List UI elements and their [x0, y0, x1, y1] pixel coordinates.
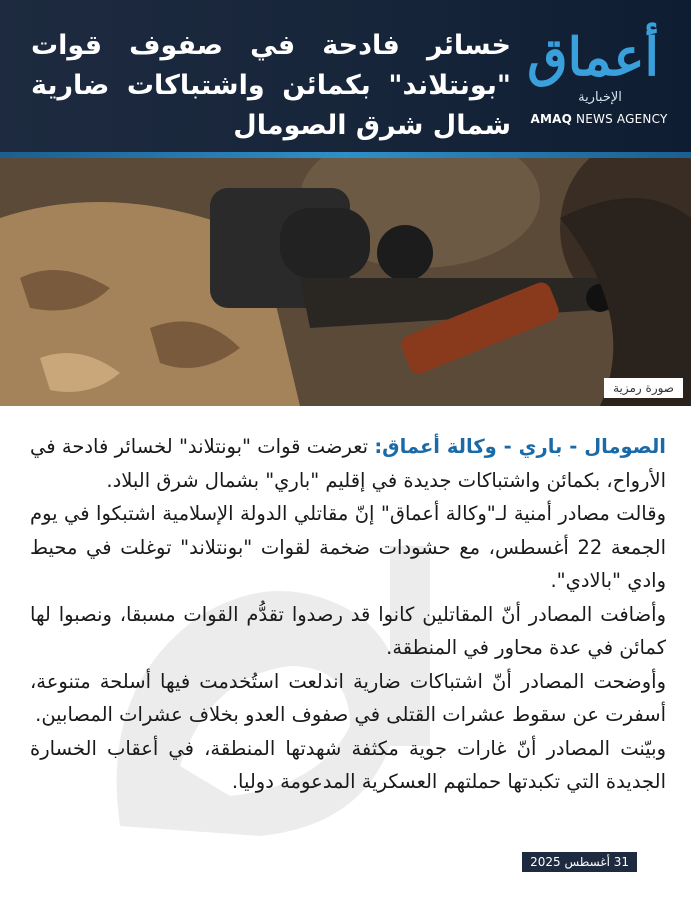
article-body: [30, 430, 666, 799]
logo-subtitle: الإخبارية: [578, 90, 622, 105]
logo-agency-name: [529, 112, 669, 126]
dateline: الصومال - باري - وكالة أعماق:: [374, 435, 666, 458]
logo-mark: أعماق: [527, 27, 659, 88]
paragraph-5: وبيّنت المصادر أنّ غارات جوية مكثفة شهدتها المنطقة، في أعقاب الخسارة الجديدة التي تكبدتها حملتهم العسكرية المدعومة دوليا.: [30, 736, 666, 793]
paragraph-1-text: تعرضت قوات "بونتلاند" لخسائر فادحة في الأرواح، بكمائن واشتباكات جديدة في إقليم "باري" بشمال شرق البلاد.: [30, 435, 666, 492]
amaq-logo: [529, 18, 669, 138]
paragraph-2: وقالت مصادر أمنية لـ"وكالة أعماق" إنّ مقاتلي الدولة الإسلامية اشتبكوا في يوم الجمعة 22 أغسطس، مع حشودات ضخمة لقوات "بونتلاند" توغلت في محيط وادي "بالادي".: [30, 502, 667, 592]
publish-date: 31 أغسطس 2025: [522, 852, 637, 872]
article-area: [0, 406, 691, 900]
photo-caption: صورة رمزية: [604, 378, 683, 398]
headline: خسائر فادحة في صفوف قوات "بونتلاند" بكمائن واشتباكات ضارية شمال شرق الصومال: [31, 30, 511, 141]
photo-illustration: [0, 158, 691, 406]
logo-agency-bold: AMAQ: [530, 112, 573, 126]
header-banner: [0, 0, 691, 158]
paragraph-4: وأوضحت المصادر أنّ اشتباكات ضارية اندلعت استُخدمت فيها أسلحة متنوعة، أسفرت عن سقوط عشرات القتلى في صفوف العدو بخلاف عشرات المصابين.: [30, 669, 666, 726]
logo-agency-rest: NEWS AGENCY: [572, 112, 668, 126]
paragraph-3: وأضافت المصادر أنّ المقاتلين كانوا قد رصدوا تقدُّم القوات مسبقا، ونصبوا لها كمائن في عدة محاور في المنطقة.: [30, 602, 666, 659]
illustrative-photo: [0, 158, 691, 406]
paragraph-1: [30, 430, 666, 497]
